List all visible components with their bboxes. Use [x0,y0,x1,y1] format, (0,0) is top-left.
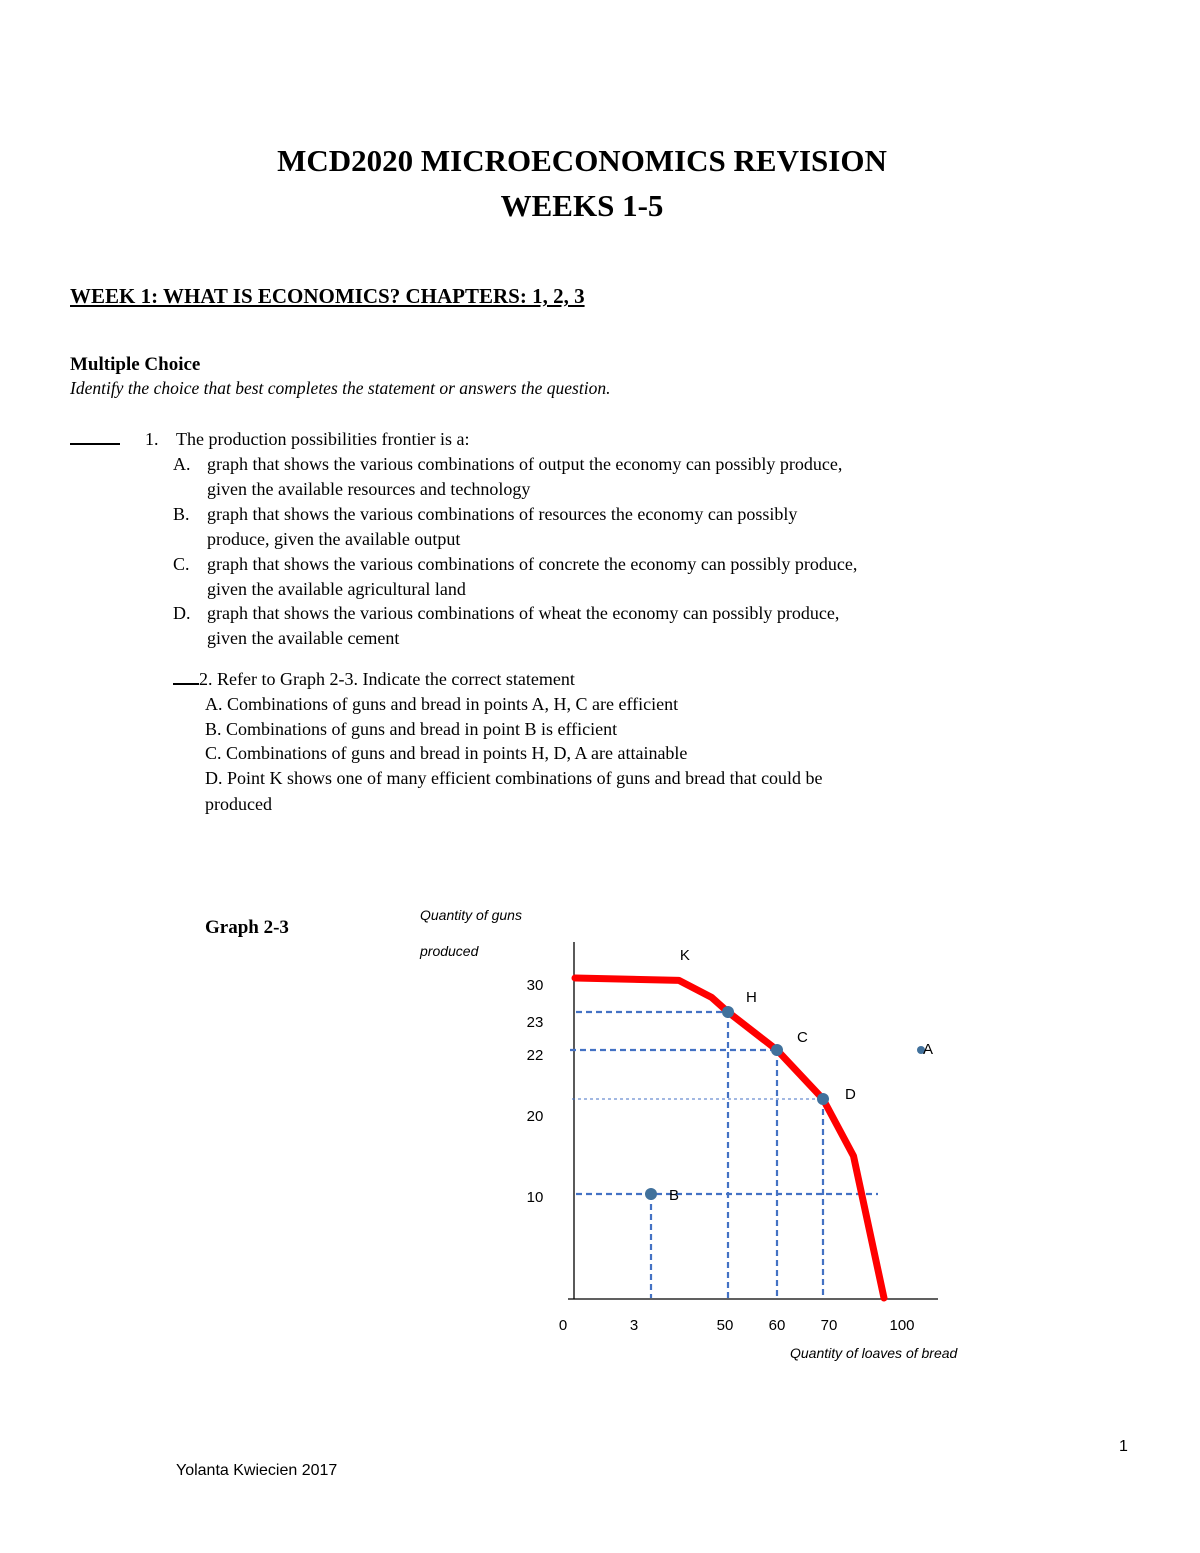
x-tick-label: 0 [558,1317,568,1334]
q2-option-d-continued: produced [205,794,272,814]
option-text-line1: graph that shows the various combinations of output the economy can possibly produce, [207,454,843,474]
question-stem: The production possibilities frontier is a: [176,429,470,449]
option-letter: C. [173,554,190,574]
point-h [722,1006,734,1018]
point-label-a: A [923,1041,934,1058]
y-tick-label: 30 [526,977,544,994]
ppf-chart [0,880,1200,1380]
option-text-line1: graph that shows the various combinations of wheat the economy can possibly produce, [207,603,840,623]
x-tick-label: 100 [889,1317,915,1334]
question-1 [70,427,470,452]
option-text-line2: given the available cement [207,627,400,648]
q2-option-b: B. Combinations of guns and bread in point B is efficient [205,719,618,739]
option-text-line2: given the available resources and technology [207,478,531,499]
question-number: 1. [145,429,159,449]
footer-author: Yolanta Kwiecien 2017 [176,1462,338,1479]
point-label-h: H [746,989,757,1006]
option-text-line1: graph that shows the various combinations of concrete the economy can possibly produce, [207,554,858,574]
point-label-d: D [845,1086,856,1103]
answer-blank[interactable] [70,429,120,445]
option-text-line1: graph that shows the various combinations of resources the economy can possibly [207,504,798,524]
point-b [645,1188,657,1200]
answer-blank[interactable] [173,669,199,685]
document-subtitle: WEEKS 1-5 [500,188,664,223]
x-tick-label: 60 [768,1317,786,1334]
document-title: MCD2020 MICROECONOMICS REVISION [277,143,887,178]
point-d [817,1093,829,1105]
y-tick-label: 20 [526,1108,544,1125]
q2-option-c: C. Combinations of guns and bread in points H, D, A are attainable [205,743,688,763]
q2-option-d: D. Point K shows one of many efficient combinations of guns and bread that could be [205,768,823,788]
question-stem: 2. Refer to Graph 2-3. Indicate the correct statement [199,669,575,689]
question-2 [173,667,575,692]
option-letter: A. [173,454,191,474]
option-letter: B. [173,504,190,524]
point-label-b: B [669,1187,680,1204]
page-number: 1 [1119,1438,1128,1455]
x-axis-label: Quantity of loaves of bread [790,1345,958,1361]
point-label-k: K [679,947,690,964]
x-tick-label: 3 [629,1317,639,1334]
option-text-line2: given the available agricultural land [207,578,466,599]
graph-title: Graph 2-3 [205,917,289,938]
point-label-c: C [797,1029,808,1046]
x-tick-label: 50 [716,1317,734,1334]
section-heading: Multiple Choice [70,354,201,375]
q2-option-a: A. Combinations of guns and bread in points A, H, C are efficient [205,694,679,714]
section-instruction: Identify the choice that best completes the statement or answers the question. [70,378,611,398]
y-axis-label-2: produced [420,943,479,959]
point-c [771,1044,783,1056]
y-tick-label: 23 [526,1014,544,1031]
option-letter: D. [173,603,191,623]
x-tick-label: 70 [820,1317,838,1334]
ppf-curve [575,978,884,1298]
y-axis-label: Quantity of guns [420,907,522,923]
option-text-line2: produce, given the available output [207,529,461,549]
week-heading: WEEK 1: WHAT IS ECONOMICS? CHAPTERS: 1, 2, 3 [70,284,585,308]
y-tick-label: 22 [526,1047,544,1064]
y-tick-label: 10 [526,1189,544,1206]
